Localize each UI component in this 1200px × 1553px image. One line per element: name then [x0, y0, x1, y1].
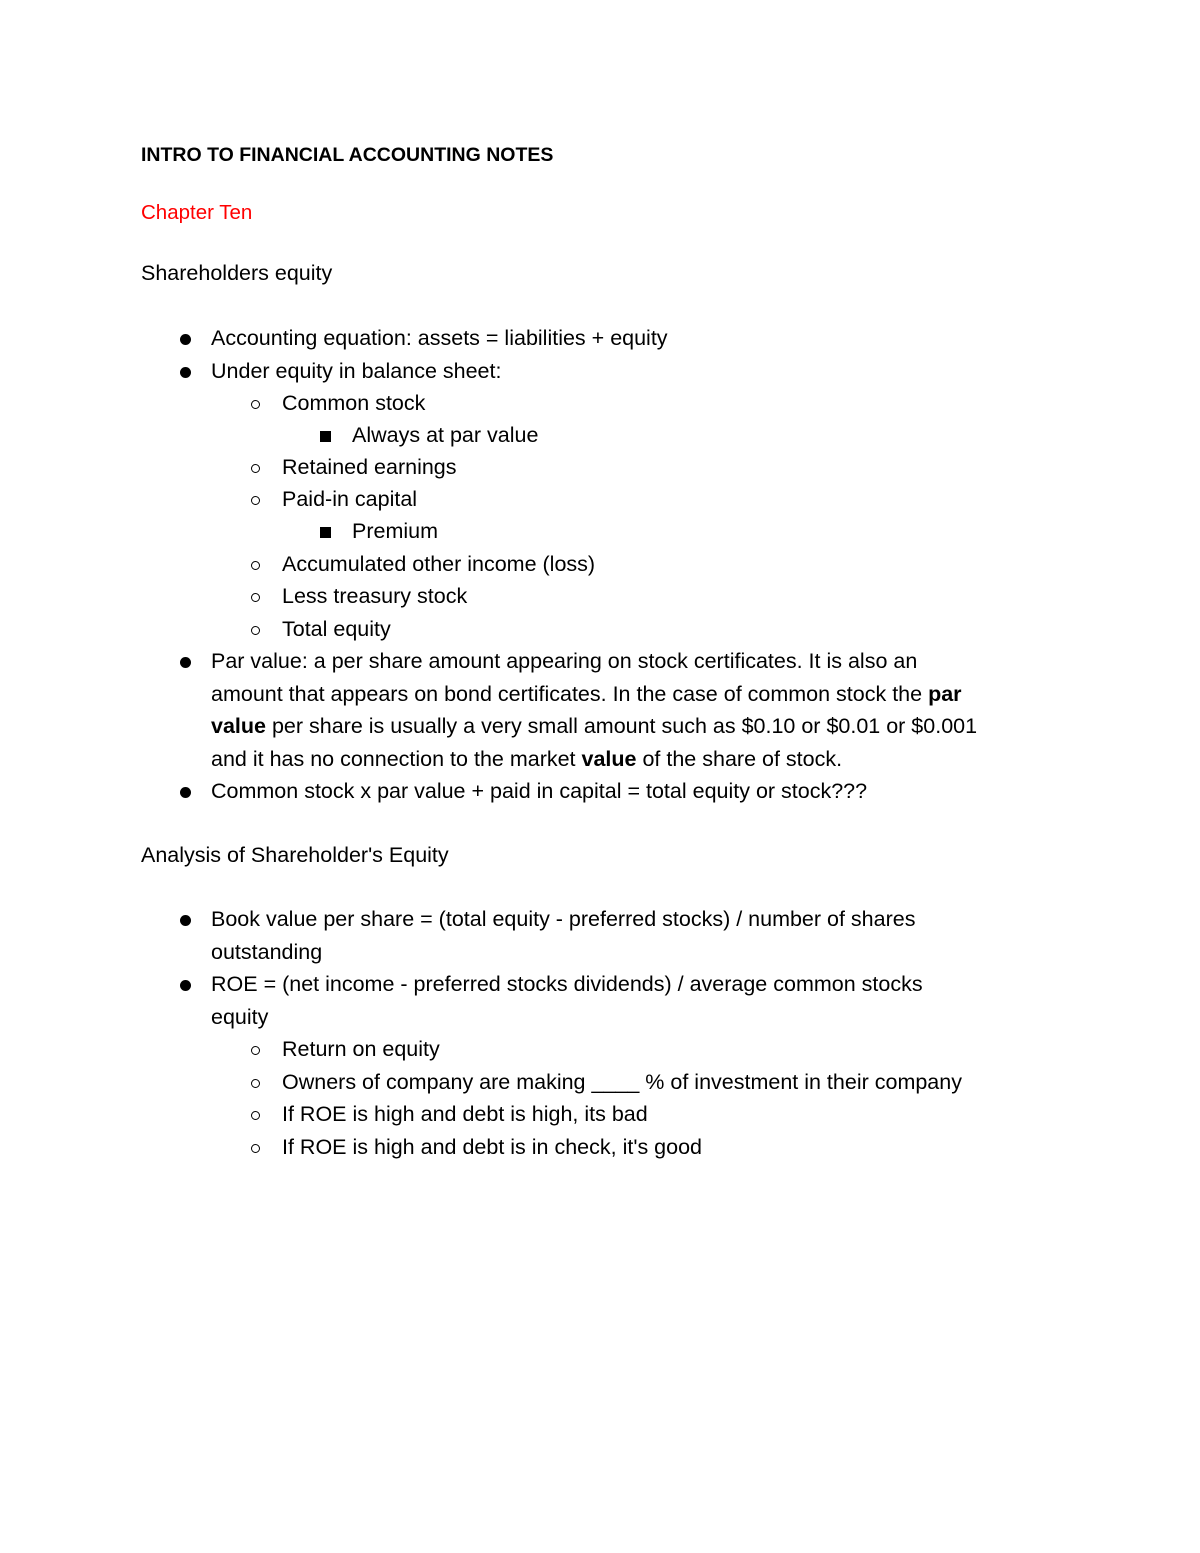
list-item: [282, 387, 425, 420]
square-bullet-icon: [320, 431, 331, 442]
list-item: [211, 775, 867, 808]
bullet-icon: [180, 334, 191, 345]
circle-bullet-icon: [251, 626, 260, 635]
circle-bullet-icon: [251, 1111, 260, 1120]
list-item-text: Accumulated other income (loss): [282, 552, 596, 576]
bold-text: value: [211, 714, 266, 738]
circle-bullet-icon: [251, 400, 260, 409]
list-item: [211, 355, 501, 388]
bold-text: par: [928, 681, 962, 706]
list-item-text: Less treasury stock: [282, 584, 468, 608]
list-item-text: Paid-in capital: [282, 487, 418, 511]
section-heading-shareholders-equity: Shareholders equity: [141, 261, 333, 285]
list-item: [282, 580, 467, 613]
circle-bullet-icon: [251, 1079, 260, 1088]
list-item-text: Common stock x par value + paid in capital = total equity or stock???: [211, 779, 868, 803]
list-item: [352, 515, 438, 548]
document-title: INTRO TO FINANCIAL ACCOUNTING NOTES: [141, 144, 554, 166]
paragraph-line: ROE = (net income - preferred stocks dividends) / average common stocks: [211, 972, 923, 996]
list-item: [282, 1098, 648, 1131]
list-item: [352, 419, 538, 452]
bullet-icon: [180, 787, 191, 798]
chapter-heading: Chapter Ten: [141, 201, 253, 224]
circle-bullet-icon: [251, 593, 260, 602]
list-item: [282, 1033, 440, 1066]
paragraph-line: Par value: a per share amount appearing on stock certificates. It is also an: [211, 649, 918, 673]
circle-bullet-icon: [251, 1046, 260, 1055]
list-item-text: Total equity: [282, 617, 391, 641]
circle-bullet-icon: [251, 496, 260, 505]
list-item: [282, 548, 595, 581]
paragraph-line: Book value per share = (total equity - preferred stocks) / number of shares: [211, 907, 916, 931]
circle-bullet-icon: [251, 561, 260, 570]
list-item-book-value: [211, 903, 1061, 968]
text-run: amount that appears on bond certificates. In the case of common stock the: [211, 681, 929, 706]
circle-bullet-icon: [251, 1144, 260, 1153]
list-item: [282, 613, 391, 646]
list-item-text: Under equity in balance sheet:: [211, 359, 502, 383]
list-item-text: Accounting equation: assets = liabilities + equity: [211, 326, 668, 350]
text-run: per share is usually a very small amount such as $0.10 or $0.01 or $0.001: [265, 714, 978, 738]
bold-text: value: [581, 746, 637, 771]
list-item-text: Premium: [352, 519, 439, 543]
list-item-roe: [211, 968, 1061, 1033]
paragraph-line: outstanding: [211, 939, 323, 964]
list-item-text: Owners of company are making ____ % of investment in their company: [282, 1070, 962, 1094]
paragraph-line: equity: [211, 1004, 269, 1029]
list-item: [211, 322, 668, 355]
list-item: [282, 1066, 962, 1099]
circle-bullet-icon: [251, 464, 260, 473]
list-item: [282, 483, 417, 516]
paragraph-line: [211, 710, 1061, 743]
paragraph-line: [211, 743, 1061, 776]
list-item-text: Always at par value: [352, 423, 539, 447]
list-item: [282, 1131, 702, 1164]
text-run: and it has no connection to the market: [211, 746, 582, 771]
bullet-icon: [180, 657, 191, 668]
bullet-icon: [180, 980, 191, 991]
paragraph-line: [211, 678, 1061, 711]
text-run: of the share of stock.: [636, 746, 843, 771]
list-item: [282, 451, 457, 484]
bullet-icon: [180, 367, 191, 378]
list-item-text: If ROE is high and debt is in check, it's good: [282, 1135, 702, 1159]
list-item-text: Common stock: [282, 391, 426, 415]
list-item-par-value: [211, 645, 1061, 775]
square-bullet-icon: [320, 527, 331, 538]
list-item-text: If ROE is high and debt is high, its bad: [282, 1102, 648, 1126]
bullet-icon: [180, 915, 191, 926]
list-item-text: Return on equity: [282, 1037, 440, 1061]
section-heading-analysis: Analysis of Shareholder's Equity: [141, 843, 449, 867]
list-item-text: Retained earnings: [282, 455, 457, 479]
